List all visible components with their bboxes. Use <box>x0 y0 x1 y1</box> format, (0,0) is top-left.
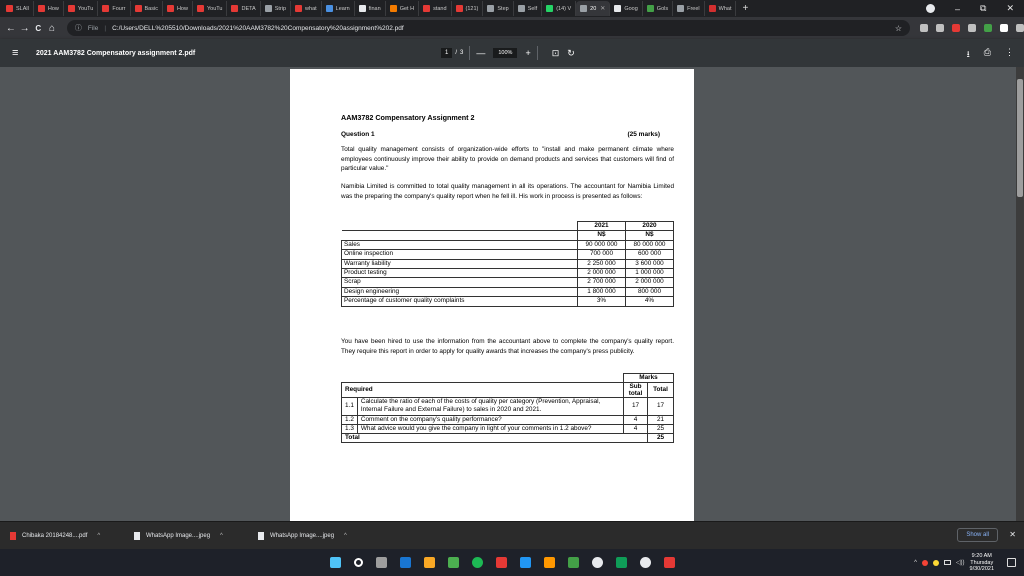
tab-label: finan <box>368 5 381 12</box>
tab-favicon-icon <box>709 5 716 12</box>
browser-tab[interactable] <box>483 1 513 16</box>
extension-icon[interactable] <box>968 24 976 32</box>
requirement-text: Comment on the company's quality performance? <box>357 415 623 424</box>
tab-label: Strip <box>274 5 287 12</box>
req-marks-row <box>342 374 674 383</box>
scrollbar-thumb[interactable] <box>1017 79 1023 197</box>
extension-icon[interactable] <box>920 24 928 32</box>
requirement-row <box>342 415 674 424</box>
tab-label: How <box>176 5 188 12</box>
taskbar-app-icon[interactable] <box>496 557 507 568</box>
cost-table-row <box>342 297 674 306</box>
taskbar-app-icon[interactable] <box>448 557 459 568</box>
restore-button[interactable]: ⧉ <box>980 3 987 13</box>
cost-value-2021: 2 700 000 <box>578 278 626 287</box>
browser-tab[interactable] <box>64 1 99 16</box>
download-options-icon[interactable]: ^ <box>97 532 101 539</box>
clock-time: 9:20 AM <box>971 553 992 559</box>
url-input[interactable] <box>67 20 910 36</box>
cost-item-label: Sales <box>342 240 578 249</box>
browser-tab[interactable] <box>452 1 484 16</box>
taskbar-app-icon[interactable] <box>664 557 675 568</box>
unit-2021: N$ <box>578 231 626 240</box>
battery-icon[interactable] <box>944 560 951 565</box>
cost-table-row <box>342 269 674 278</box>
pdf-viewport[interactable] <box>0 67 1016 521</box>
download-filename: Chibaka 20184248....pdf <box>22 532 88 539</box>
cost-value-2020: 3 600 000 <box>626 259 674 268</box>
page-total: 3 <box>460 50 464 56</box>
browser-tab[interactable] <box>576 1 610 16</box>
tab-label: stand <box>433 5 447 12</box>
taskbar-app-icon[interactable] <box>568 557 579 568</box>
extension-icon[interactable] <box>1000 24 1008 32</box>
paragraph-tqm: Total quality management consists of organization-wide efforts to "install and make permanent climate where employees continuously improve their ability to provide on demand products and services that customers will find of particular value." <box>341 146 674 173</box>
download-options-icon[interactable]: ^ <box>220 532 223 539</box>
clock-date: 9/30/2021 <box>969 566 994 572</box>
cost-value-2021: 3% <box>578 297 626 306</box>
requirement-total: 21 <box>648 415 674 424</box>
tab-favicon-icon <box>456 5 463 12</box>
tab-label: YouTu <box>206 5 223 12</box>
fit-page-icon[interactable]: ⊡ <box>551 47 560 58</box>
cost-value-2021: 1 800 000 <box>578 287 626 296</box>
download-item[interactable] <box>248 532 372 540</box>
taskbar-app-icon[interactable] <box>544 557 555 568</box>
browser-tab[interactable] <box>261 1 291 16</box>
cost-table-header-row <box>342 222 674 231</box>
cost-value-2021: 2 000 000 <box>578 269 626 278</box>
requirement-total: 25 <box>648 424 674 433</box>
extensions-area <box>920 24 1024 32</box>
tab-favicon-icon <box>265 5 272 12</box>
extension-icon[interactable] <box>1016 24 1024 32</box>
total-header: Total <box>648 383 674 398</box>
pdf-toolbar <box>0 39 1024 67</box>
tab-favicon-icon <box>326 5 333 12</box>
cost-table-row <box>342 278 674 287</box>
download-filename: WhatsApp Image....jpeg <box>146 532 211 539</box>
close-downloads-icon[interactable]: ✕ <box>1009 530 1016 539</box>
toolbar-divider <box>469 46 470 60</box>
cost-value-2021: 2 250 000 <box>578 259 626 268</box>
show-all-button[interactable]: Show all <box>957 528 998 542</box>
tab-favicon-icon <box>231 5 238 12</box>
vertical-scrollbar[interactable] <box>1016 67 1024 521</box>
file-icon <box>10 532 16 540</box>
print-icon[interactable]: ⎙ <box>983 47 991 57</box>
zoom-input[interactable]: 100% <box>493 48 517 58</box>
system-tray <box>914 553 994 573</box>
browser-tab[interactable] <box>355 1 386 16</box>
forward-button[interactable]: → <box>19 22 30 34</box>
start-icon[interactable] <box>330 557 341 568</box>
marks-header: Marks <box>624 374 674 383</box>
browser-tab[interactable] <box>322 1 355 16</box>
cost-item-label: Scrap <box>342 278 578 287</box>
url-scheme-label: File <box>87 24 99 32</box>
total-footer-label: Total <box>342 434 648 443</box>
tab-label: Basic <box>144 5 158 12</box>
browser-tab[interactable] <box>643 1 673 16</box>
browser-tab[interactable] <box>227 1 260 16</box>
cost-table-units-row <box>342 231 674 240</box>
paragraph-company: Namibia Limited is committed to total quality management in all its operations. The accountant for Namibia Limited was the preparing the company's quality report when he fell ill. His work in process is presented as follows: <box>341 183 674 200</box>
tab-strip <box>0 0 1024 17</box>
download-item[interactable] <box>124 532 248 540</box>
tab-favicon-icon <box>546 5 553 12</box>
req-header-row <box>342 383 674 398</box>
page-number-input[interactable]: 1 <box>441 48 452 58</box>
cost-value-2021: 700 000 <box>578 250 626 259</box>
file-icon <box>258 532 264 540</box>
question-heading: Question 1 <box>341 131 375 138</box>
browser-tab[interactable] <box>542 1 576 16</box>
empty-cell <box>342 374 624 383</box>
notification-icon[interactable] <box>1007 558 1016 567</box>
pdf-page <box>290 69 694 521</box>
empty-cell <box>342 231 578 240</box>
taskbar-app-icon[interactable] <box>592 557 603 568</box>
tab-favicon-icon <box>677 5 684 12</box>
pdf-actions <box>967 47 1014 63</box>
question-marks: (25 marks) <box>627 131 660 138</box>
sub-total-header: Sub total <box>624 383 648 398</box>
tab-label: 20 <box>590 5 597 12</box>
tab-favicon-icon <box>295 5 302 12</box>
tab-favicon-icon <box>68 5 75 12</box>
browser-tab[interactable] <box>291 1 322 16</box>
tab-label: What <box>718 5 732 12</box>
browser-tab[interactable] <box>419 1 451 16</box>
tab-favicon-icon <box>580 5 587 12</box>
tab-favicon-icon <box>167 5 174 12</box>
cost-item-label: Design engineering <box>342 287 578 296</box>
toolbar-divider <box>537 46 538 60</box>
search-icon[interactable] <box>354 558 363 567</box>
browser-tab[interactable] <box>514 1 542 16</box>
taskbar-app-icon[interactable] <box>616 557 627 568</box>
url-text[interactable]: C:/Users/DELL%205510/Downloads/2021%20AAM3782%20Compensatory%20assignment%202.pdf <box>112 24 404 32</box>
info-icon[interactable]: ⓘ <box>74 25 82 32</box>
extension-icon[interactable] <box>952 24 960 32</box>
paragraph-task: You have been hired to use the information from the accountant above to complete the company's quality report. They require this report in order to apply for quality awards that increases the company's press publicity. <box>341 338 674 355</box>
zoom-controls <box>476 48 530 58</box>
file-icon <box>134 532 140 540</box>
tray-app-icon[interactable] <box>922 560 928 566</box>
requirement-text: What advice would you give the company in light of your comments in 1.2 above? <box>357 424 623 433</box>
tab-label: Fourr <box>112 5 126 12</box>
cost-table <box>341 221 674 307</box>
taskbar <box>0 549 1024 576</box>
tab-label: (14) V <box>556 5 572 12</box>
zoom-in-button[interactable]: + <box>525 48 531 58</box>
tab-favicon-icon <box>359 5 366 12</box>
close-window-button[interactable]: ✕ <box>1006 3 1014 13</box>
requirement-sub-total: 4 <box>624 415 648 424</box>
cost-table-row <box>342 287 674 296</box>
volume-icon[interactable]: ◁)) <box>955 560 965 567</box>
req-footer-row <box>342 434 674 443</box>
page-indicator <box>441 48 463 58</box>
tab-label: DETA <box>241 5 256 12</box>
requirement-row <box>342 398 674 415</box>
download-filename: WhatsApp Image....jpeg <box>270 532 335 539</box>
reload-button[interactable]: C <box>35 23 42 33</box>
cost-table-row <box>342 259 674 268</box>
tab-favicon-icon <box>390 5 397 12</box>
browser-tab[interactable] <box>610 1 642 16</box>
requirement-total: 17 <box>648 398 674 415</box>
tab-label: Goog <box>624 5 638 12</box>
year-2020-header: 2020 <box>626 222 674 231</box>
cost-item-label: Product testing <box>342 269 578 278</box>
download-options-icon[interactable]: ^ <box>344 532 347 539</box>
back-button[interactable]: ← <box>5 22 16 34</box>
cost-value-2020: 4% <box>626 297 674 306</box>
cost-value-2020: 800 000 <box>626 287 674 296</box>
clock-day: Thursday <box>970 559 994 566</box>
new-tab-button[interactable]: + <box>742 3 749 14</box>
taskbar-app-icon[interactable] <box>472 557 483 568</box>
taskbar-app-icon[interactable] <box>520 557 531 568</box>
taskbar-app-icon[interactable] <box>640 557 651 568</box>
browser-tab[interactable] <box>2 1 34 16</box>
cost-item-label: Percentage of customer quality complaints <box>342 297 578 306</box>
tab-label: SLAll <box>16 5 29 12</box>
tab-close-icon[interactable]: ✕ <box>600 6 606 12</box>
year-2021-header: 2021 <box>578 222 626 231</box>
browser-tab[interactable] <box>386 1 419 16</box>
tab-favicon-icon <box>614 5 621 12</box>
browser-tab[interactable] <box>34 1 64 16</box>
tab-label: Self <box>527 5 538 12</box>
tab-favicon-icon <box>518 5 525 12</box>
browser-tab[interactable] <box>705 1 737 16</box>
taskbar-apps <box>330 557 675 568</box>
tab-favicon-icon <box>487 5 494 12</box>
requirement-row <box>342 424 674 433</box>
download-item[interactable] <box>0 532 124 540</box>
cost-item-label: Online inspection <box>342 250 578 259</box>
zoom-out-button[interactable]: — <box>476 48 486 58</box>
address-bar <box>0 17 1024 39</box>
browser-tab[interactable] <box>193 1 228 16</box>
total-footer-value: 25 <box>648 434 674 443</box>
tab-label: YouTu <box>77 5 94 12</box>
home-button[interactable]: ⌂ <box>48 22 56 34</box>
url-divider: | <box>104 24 107 32</box>
extension-icon[interactable] <box>936 24 944 32</box>
rotate-icon[interactable]: ↻ <box>567 47 575 58</box>
empty-cell <box>342 222 578 231</box>
requirement-number: 1.3 <box>342 424 358 433</box>
more-options-icon[interactable]: ⋮ <box>1005 47 1014 57</box>
taskbar-app-icon[interactable] <box>376 557 387 568</box>
unit-2020: N$ <box>626 231 674 240</box>
browser-tab[interactable] <box>98 1 130 16</box>
cost-value-2020: 80 000 000 <box>626 240 674 249</box>
requirement-text: Calculate the ratio of each of the costs of quality per category (Prevention, Appraisal, Internal Failure and External Failure) to sales in 2020 and 2021. <box>357 398 623 415</box>
tray-overflow-icon[interactable]: ^ <box>914 559 917 566</box>
tab-favicon-icon <box>102 5 109 12</box>
minimize-button[interactable]: – <box>955 3 961 14</box>
page-separator: / <box>455 50 458 56</box>
requirements-table <box>341 373 674 443</box>
tab-favicon-icon <box>6 5 13 12</box>
document-title: AAM3782 Compensatory Assignment 2 <box>341 113 475 122</box>
menu-icon[interactable]: ≡ <box>12 47 19 59</box>
browser-tab[interactable] <box>673 1 705 16</box>
tab-favicon-icon <box>197 5 204 12</box>
cost-table-row <box>342 240 674 249</box>
taskbar-app-icon[interactable] <box>400 557 411 568</box>
tab-label: Gols <box>656 5 669 12</box>
browser-tab[interactable] <box>163 1 193 16</box>
tab-label: (121) <box>465 5 479 12</box>
tab-label: what <box>305 5 317 12</box>
tab-label: Step <box>497 5 509 12</box>
browser-tab[interactable] <box>131 1 163 16</box>
tab-favicon-icon <box>423 5 430 12</box>
required-header: Required <box>342 383 624 398</box>
taskbar-app-icon[interactable] <box>424 557 435 568</box>
clock[interactable] <box>970 553 994 573</box>
downloads-bar <box>0 521 1024 549</box>
requirement-number: 1.1 <box>342 398 358 415</box>
profile-icon[interactable] <box>926 4 935 13</box>
tab-favicon-icon <box>135 5 142 12</box>
requirement-number: 1.2 <box>342 415 358 424</box>
pdf-title: 2021 AAM3782 Compensatory assignment 2.pdf <box>36 49 196 57</box>
cost-value-2020: 1 000 000 <box>626 269 674 278</box>
cost-table-row <box>342 250 674 259</box>
bookmark-star-icon[interactable]: ☆ <box>894 23 902 33</box>
tab-label: How <box>47 5 59 12</box>
download-icon[interactable]: ⭳ <box>966 49 970 59</box>
cost-item-label: Warranty liability <box>342 259 578 268</box>
tab-favicon-icon <box>647 5 654 12</box>
cost-value-2021: 90 000 000 <box>578 240 626 249</box>
requirement-sub-total: 4 <box>624 424 648 433</box>
tab-label: Get H <box>399 5 415 12</box>
tab-label: Freel <box>687 5 700 12</box>
tab-label: Learn <box>335 5 350 12</box>
cost-value-2020: 2 000 000 <box>626 278 674 287</box>
cost-value-2020: 600 000 <box>626 250 674 259</box>
tab-favicon-icon <box>38 5 45 12</box>
tray-app-icon[interactable] <box>933 560 939 566</box>
extension-icon[interactable] <box>984 24 992 32</box>
requirement-sub-total: 17 <box>624 398 648 415</box>
window-controls <box>926 0 1024 17</box>
